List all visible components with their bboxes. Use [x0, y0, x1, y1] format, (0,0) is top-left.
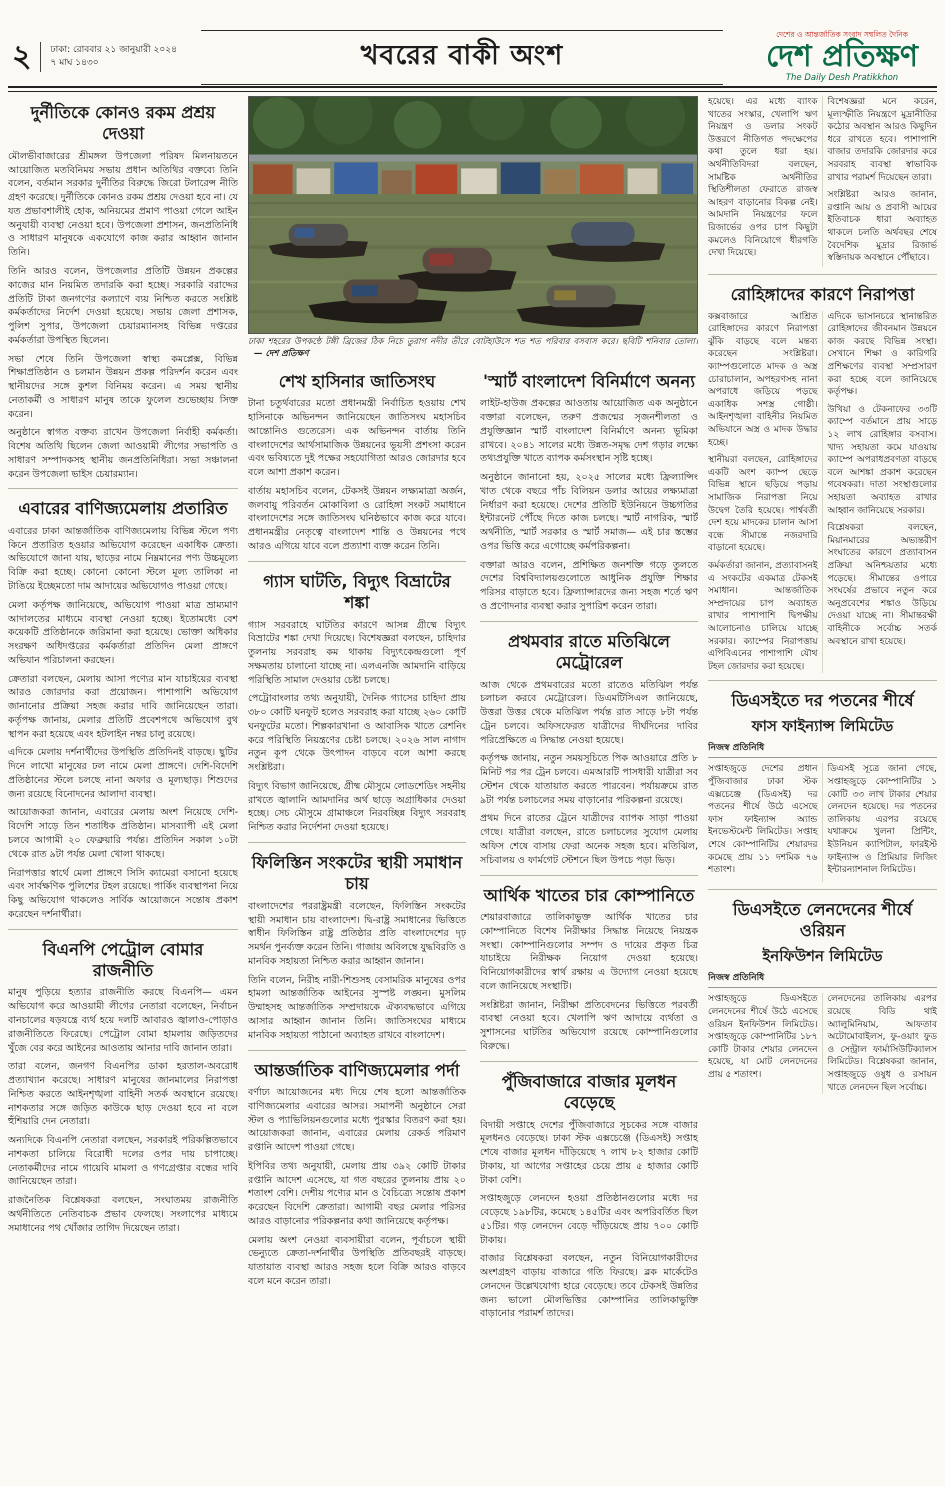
- article-paragraph: এবারের ঢাকা আন্তর্জাতিক বাণিজ্যমেলায় বিভিন্ন স্টলে পণ্য কিনে প্রতারিত হওয়ার অভিযোগ করেছেন একাধিক ক্রেতা। অভিযোগে জানা যায়, ছাড়ের নামে নিম্নমানের পণ্য উচ্চমূল্যে বিক্রি করা হচ্ছে। কোনো কোনো স্টলে মূল্য তালিকা না টাঙিয়ে ইচ্ছেমতো দাম আদায়ের অভিযোগও পাওয়া গেছে।: [8, 525, 238, 592]
- article-paragraph: অন্যদিকে বিএনপি নেতারা বলছেন, সরকারই পরিকল্পিতভাবে নাশকতা চালিয়ে বিরোধী দলের ওপর দায় চাপাচ্ছে। নেতাকর্মীদের নামে গায়েবি মামলা ও গণগ্রেপ্তার বন্ধের দাবি জানিয়েছেন তারা।: [8, 1135, 238, 1188]
- article-paragraph: ডিএসই সূত্রে জানা গেছে, সপ্তাহজুড়ে কোম্পানিটির ১ কোটি ৩৩ লাখ টাকার শেয়ার লেনদেন হয়েছে। দর পতনের তালিকায় এরপর রয়েছে যথাক্রমে খুলনা প্রিন্টিং, ইউনিয়ন ক্যাপিটাল, ফারইস্ট ফাইন্যান্স ও প্রিমিয়ার লিজিং ইন্টারন্যাশনাল লিমিটেড।: [827, 764, 937, 876]
- article-paragraph: বিদ্যুৎ বিভাগ জানিয়েছে, গ্রীষ্ম মৌসুমে লোডশেডিং সহনীয় রাখতে জ্বালানি আমদানির অর্থ ছাড়ে অগ্রাধিকার দেওয়া হচ্ছে। সেচ মৌসুমে গ্রামাঞ্চলে নিরবচ্ছিন্ন বিদ্যুৎ সরবরাহ নিশ্চিত করার নির্দেশনা দেওয়া হয়েছে।: [248, 780, 466, 834]
- article-paragraph: হয়েছে। এর মধ্যে ব্যাংক খাতের সংস্কার, খেলাপি ঋণ নিয়ন্ত্রণ ও ডলার সংকট উত্তরণে নীতিগত পদক্ষেপের কথা তুলে ধরা হয়। অর্থনীতিবিদরা বলছেন, সামষ্টিক অর্থনীতির স্থিতিশীলতা ফেরাতে রাজস্ব আহরণ বাড়ানোর বিকল্প নেই। আমদানি নিয়ন্ত্রণের ফলে রিজার্ভের ওপর চাপ কিছুটা কমলেও বিনিয়োগে ধীরগতি দেখা দিয়েছে।: [708, 97, 818, 259]
- article-paragraph: তারা বলেন, জনগণ বিএনপির ডাকা হরতাল-অবরোধ প্রত্যাখ্যান করেছে। সাধারণ মানুষের জানমালের নিরাপত্তা নিশ্চিত করতে আইনশৃঙ্খলা বাহিনী সতর্ক অবস্থানে রয়েছে। নাশকতার সঙ্গে জড়িত কাউকে ছাড় দেওয়া হবে না বলে হুঁশিয়ারি দেন নেতারা।: [8, 1061, 238, 1128]
- masthead: [747, 31, 937, 84]
- article-body: [8, 986, 238, 1235]
- article-headline: ডিএসইতে লেনদেনের শীর্ষে ওরিয়ন: [732, 899, 913, 941]
- article-body: [248, 397, 466, 553]
- article: [248, 1050, 466, 1289]
- article: [480, 875, 698, 1054]
- article-headline: আন্তর্জাতিক বাণিজ্যমেলার পর্দা: [254, 1060, 460, 1080]
- article-body: [480, 1119, 698, 1322]
- article-body: [480, 679, 698, 868]
- masthead-subtitle: The Daily Desh Pratikkhon: [785, 72, 899, 83]
- article-headline: এবারের বাণিজ্যমেলায় প্রতারিত: [18, 499, 228, 519]
- article-paragraph: এদিকে ভাসানচরে স্থানান্তরিত রোহিঙ্গাদের জীবনমান উন্নয়নে কাজ করছে বিভিন্ন সংস্থা। সেখানে শিক্ষা ও কারিগরি প্রশিক্ষণের ব্যবস্থা সম্প্রসারণ করা হচ্ছে বলে জানিয়েছে কর্তৃপক্ষ।: [827, 311, 937, 398]
- article: [708, 96, 937, 267]
- photo-caption: [248, 337, 698, 361]
- article-body: [248, 900, 466, 1043]
- article-body: [8, 525, 238, 922]
- article: [480, 621, 698, 868]
- article-headline: শেখ হাসিনার জাতিসংঘ: [278, 371, 436, 391]
- article: [248, 561, 466, 835]
- article-body: [8, 150, 238, 482]
- article-subheadline: ইনফিউশন লিমিটেড: [762, 946, 883, 965]
- article-byline: নিজস্ব প্রতিনিধি: [708, 970, 937, 988]
- article-paragraph: মেলা কর্তৃপক্ষ জানিয়েছে, অভিযোগ পাওয়া মাত্র ভ্রাম্যমাণ আদালতের মাধ্যমে ব্যবস্থা নেওয়া হচ্ছে। ইতোমধ্যে বেশ কয়েকটি প্রতিষ্ঠানকে জরিমানা করা হয়েছে। ভোক্তা অধিকার সংরক্ষণ অধিদপ্তরের কর্মকর্তারা প্রতিদিন মেলা প্রাঙ্গণে অভিযান পরিচালনা করছেন।: [8, 599, 238, 666]
- news-photo: [248, 96, 698, 361]
- article: [248, 371, 466, 554]
- article-body: [708, 311, 937, 674]
- article-body: [248, 619, 466, 835]
- article-headline: আর্থিক খাতের চার কোম্পানিতে: [483, 885, 695, 905]
- article-paragraph: গ্যাস সরবরাহে ঘাটতির কারণে আসন্ন গ্রীষ্মে বিদ্যুৎ বিভ্রাটের শঙ্কা দেখা দিয়েছে। বিশেষজ্ঞরা বলছেন, চাহিদার তুলনায় সরবরাহ কম থাকায় বিদ্যুৎকেন্দ্রগুলো পূর্ণ সক্ষমতায় চালানো যাচ্ছে না। এলএনজি আমদানি বাড়িয়ে পরিস্থিতি সামাল দেওয়ার চেষ্টা চলছে।: [248, 619, 466, 686]
- article-paragraph: বার্তায় মহাসচিব বলেন, টেকসই উন্নয়ন লক্ষ্যমাত্রা অর্জন, জলবায়ু পরিবর্তন মোকাবিলা ও রোহিঙ্গা সংকট সমাধানে বাংলাদেশের সঙ্গে জাতিসংঘ ঘনিষ্ঠভাবে কাজ করে যাবে। প্রধানমন্ত্রীর নেতৃত্বে বাংলাদেশ শান্তি ও উন্নয়নের পথে আরও এগিয়ে যাবে বলে প্রত্যাশা ব্যক্ত করেন তিনি।: [248, 485, 466, 552]
- article: [708, 889, 937, 1094]
- photo-caption-text: ঢাকা শহরের উপকন্ঠে টঙ্গী ব্রিজের ঠিক নিচে তুরাগ নদীর তীরে বোটহাউসে শত শত পরিবার বসবাস করে। ছবিটি শনিবার তোলা।: [248, 337, 698, 347]
- middle-subcolumns: [248, 365, 698, 1326]
- article: [8, 102, 238, 481]
- article-paragraph: ক্রেতারা বলছেন, মেলায় আসা পণ্যের মান যাচাইয়ের ব্যবস্থা আরও জোরদার করা প্রয়োজন। পাশাপাশি অভিযোগ জানানোর প্রক্রিয়া সহজ করার দাবি জানিয়েছেন তারা। কর্তৃপক্ষ জানায়, মেলার প্রতিটি প্রবেশপথে অভিযোগ বুথ স্থাপন করা হয়েছে এবং হটলাইন নম্বর চালু রয়েছে।: [8, 673, 238, 740]
- article-paragraph: সপ্তাহজুড়ে দেশের প্রধান পুঁজিবাজার ঢাকা স্টক এক্সচেঞ্জে (ডিএসই) দর পতনের শীর্ষে উঠে এসেছে ফাস ফাইন্যান্স অ্যান্ড ইনভেস্টমেন্ট লিমিটেড। সপ্তাহ শেষে কোম্পানিটির শেয়ারদর কমেছে প্রায় ১১ দশমিক ৭৬ শতাংশ।: [708, 764, 818, 876]
- article-paragraph: বক্তারা আরও বলেন, প্রশিক্ষিত জনশক্তি গড়ে তুলতে দেশের বিশ্ববিদ্যালয়গুলোতে আধুনিক প্রযুক্তি শিক্ষার পরিসর বাড়াতে হবে। ফ্রিল্যান্সারদের জন্য সহজ শর্তে ঋণ ও প্রণোদনার ব্যবস্থা করার সুপারিশ করেন তারা।: [480, 559, 698, 612]
- article: [248, 842, 466, 1043]
- article-paragraph: তিনি বলেন, নিরীহ নারী-শিশুসহ বেসামরিক মানুষের ওপর হামলা আন্তর্জাতিক আইনের সুস্পষ্ট লঙ্ঘন। মুসলিম উম্মাহসহ আন্তর্জাতিক সম্প্রদায়কে ঐক্যবদ্ধভাবে এগিয়ে আসার আহ্বান জানান তিনি। জাতিসংঘের মাধ্যমে মানবিক সহায়তা পাঠানো অব্যাহত রাখবে বাংলাদেশ।: [248, 974, 466, 1041]
- article-paragraph: বাজার বিশ্লেষকরা বলছেন, নতুন বিনিয়োগকারীদের অংশগ্রহণ বাড়ায় বাজারে গতি ফিরছে। ব্লক মার্কেটেও লেনদেন উল্লেখযোগ্য হারে বেড়েছে। তবে টেকসই উন্নতির জন্য ভালো মৌলভিত্তির কোম্পানির তালিকাভুক্তি বাড়ানোর পরামর্শ তাদের।: [480, 1253, 698, 1320]
- article-headline: গ্যাস ঘাটতি, বিদ্যুৎ বিভ্রাটের শঙ্কা: [263, 571, 451, 613]
- article-paragraph: এদিকে মেলায় দর্শনার্থীদের উপস্থিতি প্রতিদিনই বাড়ছে। ছুটির দিনে লাখো মানুষের ঢল নামে মেলা প্রাঙ্গণে। দেশি-বিদেশি প্রতিষ্ঠানের স্টলে চলছে নানা অফার ও মূল্যছাড়। শিশুদের জন্য রয়েছে বিনোদনের আলাদা ব্যবস্থা।: [8, 747, 238, 800]
- article-paragraph: সপ্তাহজুড়ে ডিএসইতে লেনদেনের শীর্ষে উঠে এসেছে ওরিয়ন ইনফিউশন লিমিটেড। সপ্তাহজুড়ে কোম্পানিটির ১৮৭ কোটি টাকার শেয়ার লেনদেন হয়েছে, যা মোট লেনদেনের প্রায় ৫ শতাংশ।: [708, 994, 818, 1080]
- article: [8, 929, 238, 1236]
- article-paragraph: উখিয়া ও টেকনাফের ৩৩টি ক্যাম্পে বর্তমানে প্রায় সাড়ে ১২ লাখ রোহিঙ্গার বসবাস। খাদ্য সহায়তা কমে যাওয়ায় ক্যাম্পে অপরাধপ্রবণতা বাড়ছে বলে আশঙ্কা প্রকাশ করেছেন গবেষকরা। দাতা সংস্থাগুলোর সহায়তা অব্যাহত রাখার আহ্বান জানিয়েছে সরকার।: [827, 404, 937, 516]
- article-paragraph: ইপিবির তথ্য অনুযায়ী, মেলায় প্রায় ৩৯২ কোটি টাকার রপ্তানি আদেশ এসেছে, যা গত বছরের তুলনায় প্রায় ২০ শতাংশ বেশি। দেশীয় পণ্যের মান ও বৈচিত্র্যে সন্তোষ প্রকাশ করেছেন বিদেশি ক্রেতারা। আগামী বছর মেলার পরিসর আরও বাড়ানোর পরিকল্পনার কথা জানিয়েছে কর্তৃপক্ষ।: [248, 1160, 466, 1227]
- article-paragraph: পেট্রোবাংলার তথ্য অনুযায়ী, দৈনিক গ্যাসের চাহিদা প্রায় ৩৮০ কোটি ঘনফুট হলেও সরবরাহ করা যাচ্ছে ২৬০ কোটি ঘনফুটের মতো। শিল্পকারখানা ও আবাসিক খাতে রেশনিং করে পরিস্থিতি নিয়ন্ত্রণের চেষ্টা চলছে। ২০২৬ সাল নাগাদ নতুন কূপ থেকে উৎপাদন বাড়বে বলে আশা করছে সংশ্লিষ্টরা।: [248, 693, 466, 774]
- article-paragraph: টানা চতুর্থবারের মতো প্রধানমন্ত্রী নির্বাচিত হওয়ায় শেখ হাসিনাকে অভিনন্দন জানিয়েছেন জাতিসংঘ মহাসচিব আন্তোনিও গুতেরেস। এক অভিনন্দন বার্তায় তিনি বাংলাদেশের আর্থসামাজিক উন্নয়নের ভূয়সী প্রশংসা করেন এবং ভবিষ্যতে দুই পক্ষের সহযোগিতা আরও জোরদার হবে বলে আশা প্রকাশ করেন।: [248, 398, 466, 479]
- article-paragraph: নিরাপত্তার স্বার্থে মেলা প্রাঙ্গণে সিসি ক্যামেরা বসানো হয়েছে এবং সার্বক্ষণিক পুলিশের টহল রয়েছে। পার্কিং ব্যবস্থাপনা নিয়ে কিছু অভিযোগ থাকলেও সার্বিক আয়োজনে সন্তোষ প্রকাশ করেছেন দর্শনার্থীরা।: [8, 867, 238, 920]
- article-headline: ডিএসইতে দর পতনের শীর্ষে: [731, 691, 914, 711]
- article: [708, 680, 937, 882]
- article-paragraph: অনুষ্ঠানে জানানো হয়, ২০২৫ সালের মধ্যে ফ্রিল্যান্সিং খাত থেকে বছরে পাঁচ বিলিয়ন ডলার আয়ের লক্ষ্যমাত্রা নির্ধারণ করা হয়েছে। দেশের প্রতিটি ইউনিয়নে উচ্চগতির ইন্টারনেট পৌঁছে দিতে কাজ চলছে। স্মার্ট নাগরিক, স্মার্ট অর্থনীতি, স্মার্ট সরকার ও স্মার্ট সমাজ— এই চার স্তম্ভের ওপর ভিত্তি করে এগোচ্ছে কর্মপরিকল্পনা।: [480, 472, 698, 552]
- article-paragraph: মানুষ পুড়িয়ে হত্যার রাজনীতি করছে বিএনপি— এমন অভিযোগ করে আওয়ামী লীগের নেতারা বলেছেন, নির্বাচন বানচালের ষড়যন্ত্রে ব্যর্থ হয়ে দলটি আবারও জ্বালাও-পোড়াও রাজনীতিতে ফিরেছে। পেট্রোল বোমা হামলায় জড়িতদের খুঁজে বের করে আইনের আওতায় আনার দাবি জানান তারা।: [8, 987, 238, 1054]
- middle-column: [248, 96, 698, 1480]
- dateline-date: ঢাকা: রোববার ২১ জানুয়ারী ২০২৪: [50, 44, 177, 55]
- article-paragraph: স্থানীয়রা বলছেন, রোহিঙ্গাদের একটি অংশ ক্যাম্প ছেড়ে বিভিন্ন স্থানে ছড়িয়ে পড়ায় সামাজিক নিরাপত্তা নিয়ে উদ্বেগ তৈরি হয়েছে। পার্শ্ববর্তী দেশ হয়ে মাদকের চালান আসা বন্ধে সীমান্তে নজরদারি বাড়ানো হয়েছে।: [708, 455, 818, 554]
- article-paragraph: মেলায় অংশ নেওয়া ব্যবসায়ীরা বলেন, পূর্বাচলে স্থায়ী ভেন্যুতে ক্রেতা-দর্শনার্থীর উপস্থিতি প্রতিবছরই বাড়ছে। যাতায়াত ব্যবস্থা আরও সহজ হলে বিক্রি আরও বাড়বে বলে মনে করেন তারা।: [248, 1234, 466, 1287]
- article-headline: পুঁজিবাজারে বাজার মূলধন বেড়েছে: [501, 1071, 677, 1113]
- article-headline: প্রথমবার রাতে মতিঝিলে মেট্রোরেল: [508, 631, 670, 673]
- masthead-tagline: দেশের ও আন্তর্জাতিক সংবাদ সম্বলিত দৈনিক: [776, 29, 908, 39]
- article-paragraph: সংশ্লিষ্টরা আরও জানান, রপ্তানি আয় ও প্রবাসী আয়ের ইতিবাচক ধারা অব্যাহত থাকলে চলতি অর্থবছর শেষে বৈদেশিক মুদ্রার রিজার্ভ স্বস্তিদায়ক অবস্থানে পৌঁছাবে।: [827, 190, 937, 264]
- article-paragraph: বিশ্লেষকরা বলছেন, মিয়ানমারের অভ্যন্তরীণ সংঘাতের কারণে প্রত্যাবাসন প্রক্রিয়া অনিশ্চয়তার মধ্যে পড়েছে। সীমান্তের ওপারে সংঘর্ষের প্রভাবে নতুন করে অনুপ্রবেশের শঙ্কাও উড়িয়ে দেওয়া যাচ্ছে না। সীমান্তরক্ষী বাহিনীকে সর্বোচ্চ সতর্ক অবস্থানে রাখা হয়েছে।: [827, 523, 937, 647]
- article-paragraph: কর্তৃপক্ষ জানায়, নতুন সময়সূচিতে পিক আওয়ারে প্রতি ৮ মিনিট পর পর ট্রেন চলবে। এমআরটি পাসধারী যাত্রীরা সব স্টেশন থেকে যাতায়াত করতে পারবেন। পর্যায়ক্রমে রাত ৯টা পর্যন্ত চলাচলের সময় বাড়ানোর পরিকল্পনা রয়েছে।: [480, 753, 698, 806]
- article-headline: ফিলিস্তিন সংকটের স্থায়ী সমাধান চায়: [251, 853, 463, 894]
- article-paragraph: শেয়ারবাজারে তালিকাভুক্ত আর্থিক খাতের চার কোম্পানিতে বিশেষ নিরীক্ষার সিদ্ধান্ত নিয়েছে নিয়ন্ত্রক সংস্থা। কোম্পানিগুলোর সম্পদ ও দায়ের প্রকৃত চিত্র যাচাইয়ে নিরীক্ষক নিয়োগ দেওয়া হয়েছে। বিনিয়োগকারীদের স্বার্থ রক্ষায় এ উদ্যোগ নেওয়া হয়েছে বলে জানিয়েছে সংস্থাটি।: [480, 911, 698, 992]
- article-paragraph: সভা শেষে তিনি উপজেলা স্বাস্থ্য কমপ্লেক্স, বিভিন্ন শিক্ষাপ্রতিষ্ঠান ও চলমান উন্নয়ন প্রকল্প পরিদর্শন করেন এবং স্থানীয়দের সঙ্গে কুশল বিনিময় করেন। এ সময় স্থানীয় নেতাকর্মী ও সাধারণ মানুষ তাকে ফুলেল শুভেচ্ছায় সিক্ত করেন।: [8, 353, 238, 420]
- article-body: [480, 911, 698, 1054]
- article-paragraph: সপ্তাহজুড়ে লেনদেন হওয়া প্রতিষ্ঠানগুলোর মধ্যে দর বেড়েছে ১৯৮টির, কমেছে ১৪৫টির এবং অপরিবর্তিত ছিল ৫১টির। গড় লেনদেন বেড়ে দাঁড়িয়েছে প্রায় ৭০০ কোটি টাকায়।: [480, 1193, 698, 1246]
- article-paragraph: বিদায়ী সপ্তাহে দেশের পুঁজিবাজারে সূচকের সঙ্গে বাজার মূলধনও বেড়েছে। ঢাকা স্টক এক্সচেঞ্জে (ডিএসই) সপ্তাহ শেষে বাজার মূলধন দাঁড়িয়েছে ৭ লাখ ৮২ হাজার কোটি টাকায়, যা আগের সপ্তাহের চেয়ে প্রায় ৫ হাজার কোটি টাকা বেশি।: [480, 1119, 698, 1186]
- header-rule: [8, 86, 937, 92]
- right-column: [708, 96, 937, 1480]
- article-paragraph: কর্মকর্তারা জানান, প্রত্যাবাসনই এ সংকটের একমাত্র টেকসই সমাধান। আন্তর্জাতিক সম্প্রদায়ের চাপ অব্যাহত রাখার পাশাপাশি দ্বিপক্ষীয় আলোচনাও চালিয়ে যাচ্ছে সরকার। ক্যাম্পের নিরাপত্তায় এপিবিএনের পাশাপাশি যৌথ টহল জোরদার করা হয়েছে।: [708, 560, 818, 672]
- article-paragraph: বর্ণাঢ্য আয়োজনের মধ্য দিয়ে শেষ হলো আন্তর্জাতিক বাণিজ্যমেলার এবারের আসর। সমাপনী অনুষ্ঠানে সেরা স্টল ও প্যাভিলিয়নগুলোর মধ্যে পুরস্কার বিতরণ করা হয়। আয়োজকরা জানান, এবারের মেলায় রেকর্ড পরিমাণ রপ্তানি আদেশ পাওয়া গেছে।: [248, 1086, 466, 1154]
- dateline: [51, 44, 177, 70]
- dateline-bangla-year: ৭ মাঘ ১৪৩০: [50, 58, 99, 68]
- river-slum-photo-illustration: [248, 96, 698, 334]
- article-body: [708, 763, 937, 881]
- article-paragraph: সংশ্লিষ্টরা জানান, নিরীক্ষা প্রতিবেদনের ভিত্তিতে পরবর্তী ব্যবস্থা নেওয়া হবে। খেলাপি ঋণ আদায়ে ব্যর্থতা ও সুশাসনের ঘাটতির অভিযোগ রয়েছে কোম্পানিগুলোর বিরুদ্ধে।: [480, 999, 698, 1052]
- page-number: ২: [8, 42, 41, 72]
- article: [480, 371, 698, 614]
- middle-right-subcolumn: [480, 365, 698, 1326]
- article-paragraph: প্রথম দিনে রাতের ট্রেনে যাত্রীদের ব্যাপক সাড়া পাওয়া গেছে। যাত্রীরা বলছেন, রাতে চলাচলের সুযোগ মেলায় অফিস শেষে বাসায় ফেরা অনেক সহজ হবে। মতিঝিল, সচিবালয় ও ফার্মগেট স্টেশনে ছিল উপচে পড়া ভিড়।: [480, 813, 698, 866]
- article-headline: রোহিঙ্গাদের কারণে নিরাপত্তা: [730, 285, 915, 305]
- article-paragraph: অনুষ্ঠানে স্বাগত বক্তব্য রাখেন উপজেলা নির্বাহী কর্মকর্তা। বিশেষ অতিথি ছিলেন জেলা আওয়ামী লীগের সভাপতি ও সাধারণ সম্পাদকসহ স্থানীয় জনপ্রতিনিধিরা। সভা সঞ্চালনা করেন উপজেলা ভাইস চেয়ারম্যান।: [8, 427, 238, 480]
- left-column: [8, 96, 238, 1480]
- article-paragraph: মৌলভীবাজারের শ্রীমঙ্গল উপজেলা পরিষদ মিলনায়তনে আয়োজিত মতবিনিময় সভায় প্রধান অতিথির বক্তব্যে তিনি বলেন, বর্তমান সরকার দুর্নীতির বিরুদ্ধে জিরো টলারেন্স নীতি গ্রহণ করেছে। দুর্নীতিকে কোনও রকম প্রশ্রয় দেওয়া হবে না। যে যত প্রভাবশালীই হোক, অনিয়মের প্রমাণ পাওয়া গেলে আইন অনুযায়ী ব্যবস্থা নেওয়া হবে। উপজেলা প্রশাসন, জনপ্রতিনিধি ও সাধারণ মানুষকে একযোগে কাজ করার আহ্বান জানান তিনি।: [8, 150, 238, 259]
- article-paragraph: আয়োজকরা জানান, এবারের মেলায় অংশ নিয়েছে দেশি-বিদেশি সাড়ে তিন শতাধিক প্রতিষ্ঠান। মাসব্যাপী এই মেলা চলবে আগামী ২০ ফেব্রুয়ারি পর্যন্ত। প্রতিদিন সকাল ১০টা থেকে রাত ৯টা পর্যন্ত মেলা খোলা থাকছে।: [8, 807, 238, 860]
- section-title: খবরের বাকী অংশ: [201, 30, 723, 85]
- article-headline: 'স্মার্ট বাংলাদেশ বিনির্মাণে অনন্য: [482, 371, 696, 391]
- article-paragraph: আজ থেকে প্রথমবারের মতো রাতেও মতিঝিল পর্যন্ত চলাচল করবে মেট্রোরেল। ডিএমটিসিএল জানিয়েছে, উত্তরা উত্তর থেকে মতিঝিল পর্যন্ত রাত সাড়ে ৮টা পর্যন্ত ট্রেন চলবে। অফিসফেরত যাত্রীদের দীর্ঘদিনের দাবির পরিপ্রেক্ষিতে এ সিদ্ধান্ত নেওয়া হয়েছে।: [480, 679, 698, 746]
- article-byline: নিজস্ব প্রতিনিধি: [708, 740, 937, 758]
- article-headline: বিএনপি পেট্রোল বোমার রাজনীতি: [42, 939, 204, 981]
- middle-left-subcolumn: [248, 365, 466, 1326]
- article-body: [708, 96, 937, 267]
- masthead-title: দেশ প্রতিক্ষণ: [765, 38, 919, 74]
- article-paragraph: বিশেষজ্ঞরা মনে করেন, মূল্যস্ফীতি নিয়ন্ত্রণে মুদ্রানীতির কঠোর অবস্থান আরও কিছুদিন ধরে রাখতে হবে। পাশাপাশি বাজার তদারকি জোরদার করে সরবরাহ ব্যবস্থা স্বাভাবিক রাখার পরামর্শ দিয়েছেন তারা।: [827, 97, 937, 183]
- article-body: [248, 1086, 466, 1289]
- article-headline: দুর্নীতিকে কোনও রকম প্রশ্রয় দেওয়া: [30, 103, 216, 144]
- photo-credit: — দেশ প্রতিক্ষণ: [254, 348, 309, 359]
- article: [708, 274, 937, 673]
- article-paragraph: রাজনৈতিক বিশ্লেষকরা বলছেন, সংঘাতময় রাজনীতি অর্থনীতিতে নেতিবাচক প্রভাব ফেলছে। সংলাপের মাধ্যমে সমাধানের পথ খোঁজার তাগিদ দিয়েছেন তারা।: [8, 1195, 238, 1234]
- article-paragraph: কক্সবাজারে আশ্রিত রোহিঙ্গাদের কারণে নিরাপত্তা ঝুঁকি বাড়ছে বলে মন্তব্য করেছেন সংশ্লিষ্টরা। ক্যাম্পগুলোতে মাদক ও অস্ত্র চোরাচালান, অপহরণসহ নানা অপরাধে জড়িয়ে পড়ছে একাধিক সশস্ত্র গোষ্ঠী। আইনশৃঙ্খলা বাহিনীর নিয়মিত অভিযানে অস্ত্র ও মাদক উদ্ধার হচ্ছে।: [708, 311, 818, 448]
- article-paragraph: লাইট-হাউজ প্রকল্পের আওতায় আয়োজিত এক অনুষ্ঠানে বক্তারা বলেছেন, তরুণ প্রজন্মের সৃজনশীলতা ও প্রযুক্তিজ্ঞান স্মার্ট বাংলাদেশ বিনির্মাণে অনন্য ভূমিকা রাখবে। ২০৪১ সালের মধ্যে উন্নত-সমৃদ্ধ দেশ গড়ার লক্ষ্যে তথ্যপ্রযুক্তি খাতে ব্যাপক কর্মসংস্থান সৃষ্টি হচ্ছে।: [480, 398, 698, 465]
- article: [8, 488, 238, 921]
- article-subheadline: ফাস ফাইন্যান্স লিমিটেড: [751, 716, 894, 735]
- article-paragraph: বাংলাদেশের পররাষ্ট্রমন্ত্রী বলেছেন, ফিলিস্তিন সংকটের স্থায়ী সমাধান চায় বাংলাদেশ। দ্বি-রাষ্ট্র সমাধানের ভিত্তিতে স্বাধীন ফিলিস্তিন রাষ্ট্র প্রতিষ্ঠার প্রতি বাংলাদেশের দৃঢ় সমর্থন পুনর্ব্যক্ত করেন তিনি। গাজায় অবিলম্বে যুদ্ধবিরতি ও মানবিক সহায়তা নিশ্চিত করার আহ্বান জানান।: [248, 900, 466, 967]
- article-body: [480, 397, 698, 613]
- article-paragraph: তিনি আরও বলেন, উপজেলার প্রতিটি উন্নয়ন প্রকল্পের কাজের মান নিয়মিত তদারকি করা হচ্ছে। সরকারি বরাদ্দের প্রতিটি টাকা জনগণের কল্যাণে ব্যয় নিশ্চিত করতে সংশ্লিষ্ট কর্মকর্তাদের নির্দেশ দেওয়া হয়েছে। সভায় জেলা প্রশাসক, পুলিশ সুপার, উপজেলা চেয়ারম্যানসহ বিভিন্ন দপ্তরের কর্মকর্তারা উপস্থিত ছিলেন।: [8, 266, 238, 346]
- article-body: [708, 993, 937, 1094]
- article: [480, 1061, 698, 1322]
- article-paragraph: লেনদেনের তালিকায় এরপর রয়েছে বিডি থাই অ্যালুমিনিয়াম, আফতাব অটোমোবাইলস, ফু-ওয়াং ফুড ও সেন্ট্রাল ফার্মাসিউটিক্যালস লিমিটেড। বিশ্লেষকরা জানান, সপ্তাহজুড়ে ওষুধ ও রসায়ন খাতে লেনদেন ছিল সর্বোচ্চ।: [827, 994, 937, 1093]
- page-header: [8, 30, 937, 84]
